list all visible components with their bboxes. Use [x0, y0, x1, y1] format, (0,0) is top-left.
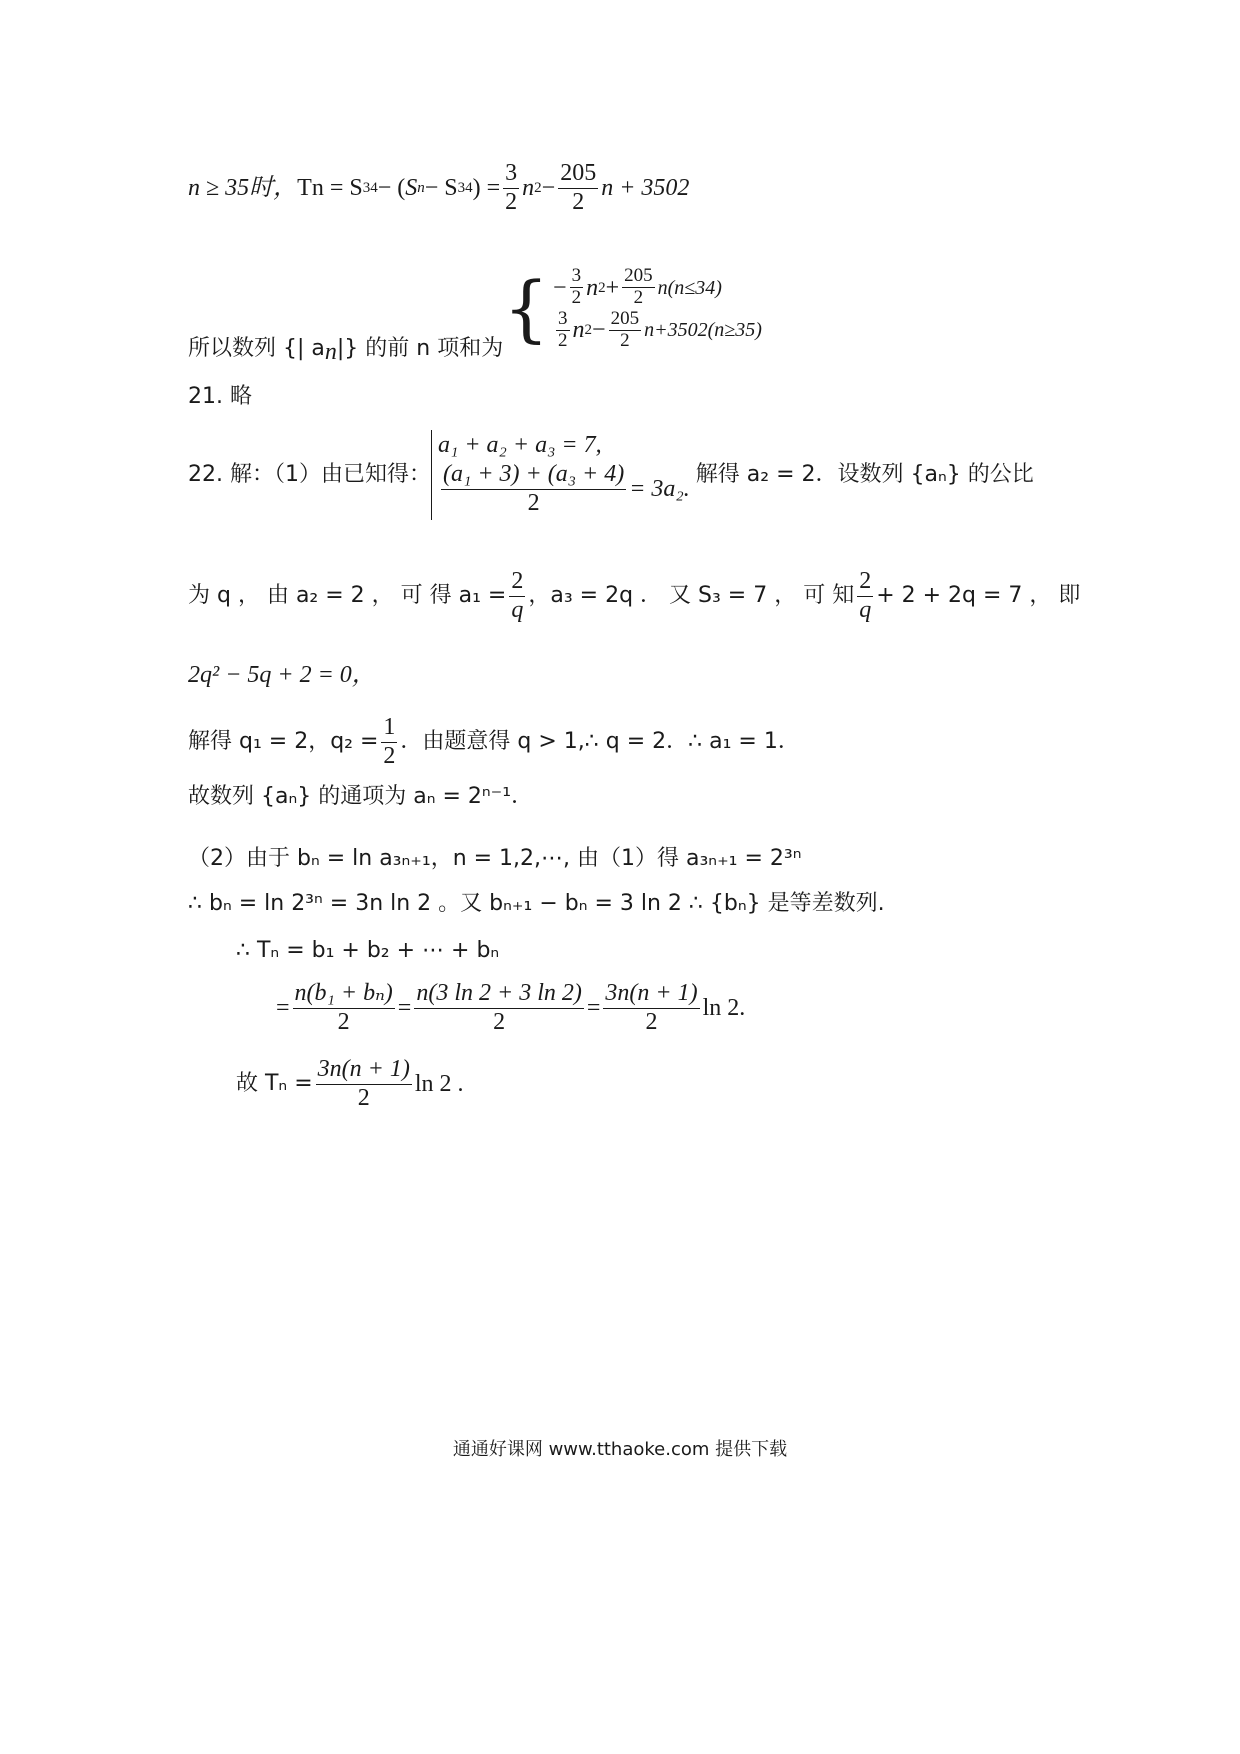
- operator: − S: [424, 175, 458, 202]
- text: 解得 a₂ = 2．设数列 {aₙ} 的公比: [695, 462, 1034, 487]
- numerator: 205: [610, 308, 640, 329]
- denominator: 2: [357, 1084, 370, 1111]
- fraction: [316, 1056, 412, 1112]
- question-22-part-2-line-2: ∴ bₙ = ln 2³ⁿ = 3n ln 2 。又 bₙ₊₁ − bₙ = 3 ln 2 ∴ {bₙ} 是等差数列.: [188, 891, 885, 916]
- numerator: 3: [571, 265, 582, 287]
- question-21: 21. 略: [188, 384, 252, 409]
- page-footer: 通通好课网 www.tthaoke.com 提供下载: [452, 1439, 788, 1460]
- fraction: [381, 714, 397, 770]
- text: ，a₃ = 2q ． 又 S₃ = 7 ， 可 知: [528, 583, 855, 609]
- case-condition: n+3502(n≥35): [644, 319, 762, 342]
- denominator: 2: [645, 1008, 658, 1035]
- fraction: [441, 461, 626, 517]
- denominator: 2: [558, 329, 568, 351]
- fraction: [293, 980, 395, 1036]
- equation-system: [431, 430, 690, 520]
- denominator: 2: [527, 489, 540, 516]
- fraction: [414, 980, 584, 1036]
- numerator: 2: [509, 568, 525, 597]
- variable: S: [405, 175, 418, 202]
- case-condition: n(n≤34): [657, 276, 722, 299]
- case-condition: n ≥ 35时，: [188, 175, 298, 202]
- numerator: 3: [558, 308, 568, 329]
- question-22-part-2-line-1: （2）由于 bₙ = ln a₃ₙ₊₁，n = 1,2,⋯, 由（1）得 a₃ₙ₊₁ = 2³ⁿ: [188, 846, 802, 871]
- question-22-part-2-line-3: ∴ Tₙ = b₁ + b₂ + ⋯ + bₙ: [236, 938, 500, 963]
- numerator: n(b₁ + bₙ): [293, 980, 395, 1009]
- denominator: 2: [337, 1008, 350, 1035]
- denominator: q: [859, 596, 872, 623]
- denominator: 2: [572, 188, 585, 215]
- text: ln 2 .: [414, 1071, 464, 1098]
- fraction: [857, 568, 873, 624]
- denominator: 2: [493, 1008, 506, 1035]
- operator: ) =: [472, 175, 501, 202]
- numerator: 2: [857, 568, 873, 597]
- numerator: (a₁ + 3) + (a₃ + 4): [441, 461, 626, 490]
- text: 所以数列 {| a: [188, 336, 325, 361]
- case-row-1: − $\frac{3}{2}$ n 2 + $\frac{205}{2}$ n(n≤34): [553, 265, 722, 309]
- equation-1: a₁ + a₂ + a₃ = 7,: [437, 431, 602, 458]
- piecewise-sum-line: 所以数列 {| a n |} 的前 n 项和为 { − $\frac{3}{2}$ n 2 + $\frac{205}{2}$ n(n≤34) $\frac{3}{2}$ n 2 − $\frac{205}{2}$ n+3502(n≥35): [188, 265, 762, 365]
- denominator: 2: [505, 188, 518, 215]
- text: + 2 + 2q = 7 ， 即: [876, 583, 1081, 609]
- denominator: 2: [633, 287, 644, 309]
- fraction: [503, 160, 519, 216]
- formula-line-tn-n-ge-35: n ≥ 35时， Tn = S 34 − ( S n − S 34 ) = $\frac{3}{2}$ n 2 − $\frac{205}{2}$ n + 3502: [188, 160, 690, 215]
- numerator: 1: [381, 714, 397, 743]
- numerator: 205: [624, 265, 653, 287]
- rhs: = 3a₂.: [629, 476, 690, 502]
- denominator: 2: [620, 329, 630, 351]
- operator: − (: [377, 175, 406, 202]
- text: ln 2.: [702, 995, 746, 1022]
- question-22-line-3: 2q² − 5q + 2 = 0，: [188, 662, 376, 688]
- tn-label: Tn = S: [297, 175, 363, 202]
- text: 为 q ， 由 a₂ = 2 ， 可 得 a₁ =: [188, 583, 507, 609]
- fraction: [509, 568, 525, 624]
- operator: −: [541, 175, 556, 202]
- text: ．由题意得 q > 1,∴ q = 2．∴ a₁ = 1．: [400, 729, 800, 755]
- question-22-line-2: [188, 568, 1080, 624]
- question-22-part-2-line-4: = $\frac{\text{n(b₁ + bₙ)}}{2}$ = $\frac{n(3 \ln 2 + 3 \ln 2)}{2}$ = $\frac{3n(n + 1)}{2}$ ln 2.: [276, 980, 746, 1035]
- variable: n: [522, 175, 535, 202]
- denominator: q: [511, 596, 524, 623]
- numerator: 3n(n + 1): [316, 1056, 412, 1085]
- numerator: 3n(n + 1): [603, 980, 699, 1009]
- fraction: [556, 309, 570, 352]
- left-brace: {: [503, 266, 550, 351]
- text: 解得 q₁ = 2，q₂ =: [188, 729, 379, 755]
- question-22-part-2-line-5: [236, 1056, 463, 1112]
- fraction: [603, 980, 699, 1036]
- case-row-2: $\frac{3}{2}$ n 2 − $\frac{205}{2}$ n+3502(n≥35): [558, 308, 762, 351]
- variable: n: [586, 274, 599, 301]
- fraction: [609, 309, 642, 352]
- fraction: [570, 266, 584, 309]
- numerator: n(3 ln 2 + 3 ln 2): [414, 980, 584, 1009]
- denominator: 2: [571, 287, 582, 309]
- question-22-line-4: [188, 714, 800, 770]
- question-22-line-1: [188, 430, 1034, 520]
- text: |} 的前 n 项和为: [336, 336, 504, 361]
- text: 故 Tₙ =: [236, 1071, 313, 1097]
- equation-2: [438, 461, 690, 517]
- variable: n: [572, 317, 585, 344]
- question-22-line-5: 故数列 {aₙ} 的通项为 aₙ = 2ⁿ⁻¹．: [188, 784, 534, 809]
- numerator: 205: [558, 160, 598, 189]
- fraction: [622, 266, 655, 309]
- text: 22. 解：（1）由已知得：: [188, 462, 431, 487]
- denominator: 2: [383, 742, 396, 769]
- expression: n + 3502: [601, 175, 690, 202]
- piecewise-cases: [553, 266, 762, 352]
- fraction: [558, 160, 598, 216]
- numerator: 3: [503, 160, 519, 189]
